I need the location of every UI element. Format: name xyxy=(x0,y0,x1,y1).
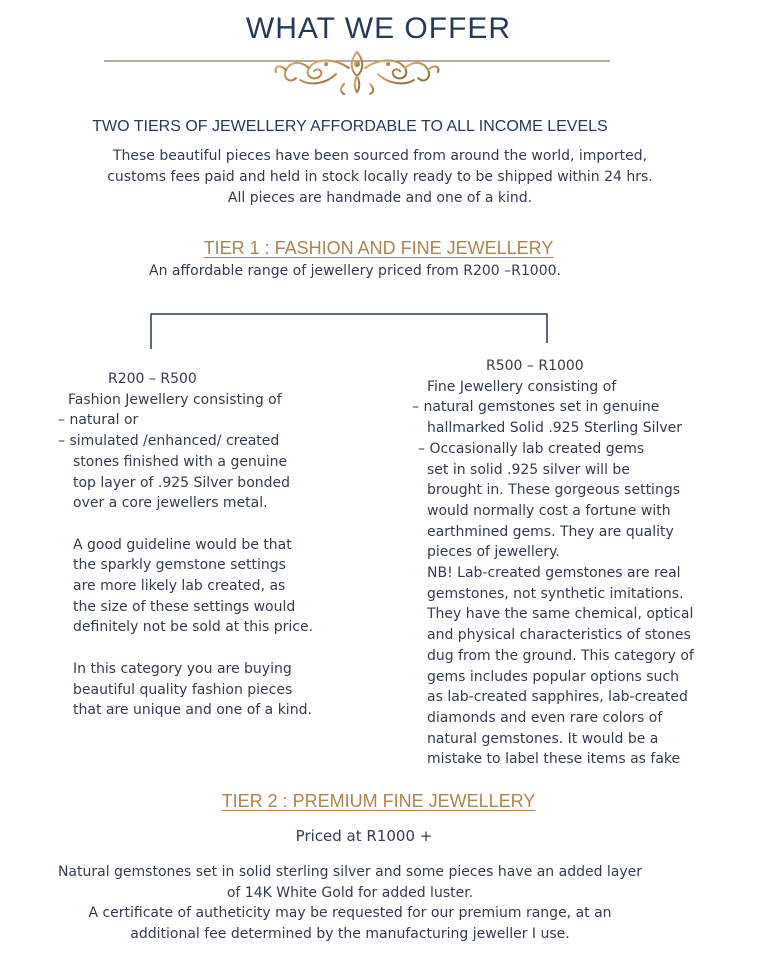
text-line: beautiful quality fashion pieces xyxy=(73,681,293,698)
intro-line: customs fees paid and held in stock locally ready to be shipped within 24 hrs. xyxy=(107,169,653,185)
text-line: brought in. These gorgeous settings xyxy=(427,482,681,499)
text-line: – natural gemstones set in genuine xyxy=(412,399,660,416)
text-line: Fashion Jewellery consisting of xyxy=(68,391,282,408)
text-line: the size of these settings would xyxy=(73,598,296,615)
text-line: over a core jewellers metal. xyxy=(73,495,268,512)
text-line: Fine Jewellery consisting of xyxy=(427,378,617,395)
text-line: definitely not be sold at this price. xyxy=(73,619,314,636)
text-line: top layer of .925 Silver bonded xyxy=(73,474,291,491)
text-line: that are unique and one of a kind. xyxy=(73,702,312,719)
text-line: as lab-created sapphires, lab-created xyxy=(427,689,688,706)
text-line: of 14K White Gold for added luster. xyxy=(226,884,474,901)
price-range-label: R200 – R500 xyxy=(108,371,197,387)
ornamental-flourish-icon xyxy=(104,40,610,100)
tier2-subtitle: Priced at R1000 + xyxy=(295,827,433,845)
text-line: In this category you are buying xyxy=(73,660,292,677)
text-line: would normally cost a fortune with xyxy=(427,502,671,519)
page-title: WHAT WE OFFER xyxy=(245,12,512,45)
text-line: – simulated /enhanced/ created xyxy=(58,433,280,450)
text-line: natural gemstones. It would be a xyxy=(427,730,659,747)
intro-paragraph xyxy=(60,146,700,209)
blank-line xyxy=(58,514,318,535)
tier1-heading: TIER 1 : FASHION AND FINE JEWELLERY xyxy=(203,238,554,258)
text-line: additional fee determined by the manufacturing jeweller I use. xyxy=(130,926,570,943)
text-line: set in solid .925 silver will be xyxy=(427,461,630,478)
tier1-right-column xyxy=(412,356,702,771)
price-range-label: R500 – R1000 xyxy=(486,358,584,374)
tier1-subtitle: An affordable range of jewellery priced from R200 –R1000. xyxy=(149,263,561,279)
section-subheading: TWO TIERS OF JEWELLERY AFFORDABLE TO ALL INCOME LEVELS xyxy=(92,118,608,135)
text-line: the sparkly gemstone settings xyxy=(73,557,286,574)
text-line: They have the same chemical, optical xyxy=(427,606,694,623)
text-line: – Occasionally lab created gems xyxy=(418,440,645,457)
text-line: NB! Lab-created gemstones are real xyxy=(427,565,681,582)
text-line: mistake to label these items as fake xyxy=(427,751,681,768)
text-line: are more likely lab created, as xyxy=(73,578,286,595)
text-line: stones finished with a genuine xyxy=(73,453,288,470)
text-line: A certificate of autheticity may be requested for our premium range, at an xyxy=(88,905,612,922)
bracket-connector-icon xyxy=(150,313,548,349)
text-line: A good guideline would be that xyxy=(73,536,292,553)
text-line: – natural or xyxy=(58,412,139,429)
text-line: gems includes popular options such xyxy=(427,668,679,685)
text-line: Natural gemstones set in solid sterling silver and some pieces have an added layer xyxy=(57,864,643,880)
text-line: and physical characteristics of stones xyxy=(427,627,691,644)
intro-line: All pieces are handmade and one of a kind. xyxy=(227,190,533,206)
text-line: hallmarked Solid .925 Sterling Silver xyxy=(427,420,683,437)
tier2-description xyxy=(40,862,660,945)
tier1-left-column xyxy=(58,369,318,719)
text-line: diamonds and even rare colors of xyxy=(427,709,663,726)
text-line: gemstones, not synthetic imitations. xyxy=(427,585,684,602)
text-line: pieces of jewellery. xyxy=(427,544,560,561)
tier2-heading: TIER 2 : PREMIUM FINE JEWELLERY xyxy=(221,791,536,811)
text-line: earthmined gems. They are quality xyxy=(427,523,674,540)
text-line: dug from the ground. This category of xyxy=(427,647,694,664)
blank-line xyxy=(58,638,318,659)
intro-line: These beautiful pieces have been sourced from around the world, imported, xyxy=(112,148,648,164)
